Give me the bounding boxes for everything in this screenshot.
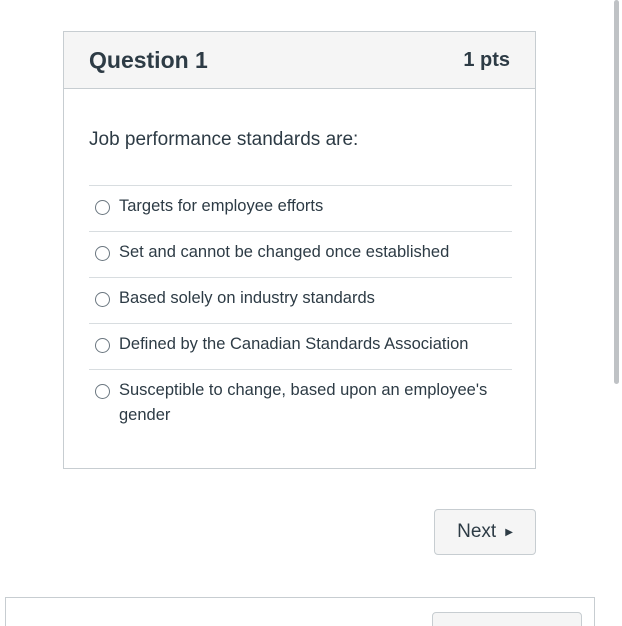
question-header — [64, 32, 535, 89]
question-card — [63, 31, 536, 469]
answer-option-2[interactable] — [89, 232, 512, 278]
caret-right-icon: ▶ — [505, 527, 513, 538]
answer-option-4[interactable] — [89, 324, 512, 370]
question-title: Question 1 — [89, 46, 208, 73]
radio-button[interactable] — [95, 246, 110, 261]
next-button-label: Next — [457, 521, 497, 542]
radio-button[interactable] — [95, 200, 110, 215]
radio-button[interactable] — [95, 292, 110, 307]
answer-label: Targets for employee efforts — [119, 197, 324, 215]
question-points: 1 pts — [463, 48, 510, 71]
answer-list — [89, 185, 512, 440]
answer-label: Based solely on industry standards — [119, 289, 375, 307]
bottom-button[interactable] — [432, 612, 582, 626]
question-prompt: Job performance standards are: — [89, 129, 359, 150]
next-button[interactable] — [434, 509, 536, 555]
radio-button[interactable] — [95, 384, 110, 399]
answer-option-1[interactable] — [89, 186, 512, 232]
answer-label: Defined by the Canadian Standards Association — [119, 335, 469, 353]
answer-option-3[interactable] — [89, 278, 512, 324]
answer-label: Set and cannot be changed once established — [119, 243, 450, 261]
page-scrollbar[interactable] — [614, 0, 619, 384]
radio-button[interactable] — [95, 338, 110, 353]
answer-label: Susceptible to change, based upon an employee's gender — [119, 381, 488, 424]
answer-option-5[interactable] — [89, 370, 512, 440]
